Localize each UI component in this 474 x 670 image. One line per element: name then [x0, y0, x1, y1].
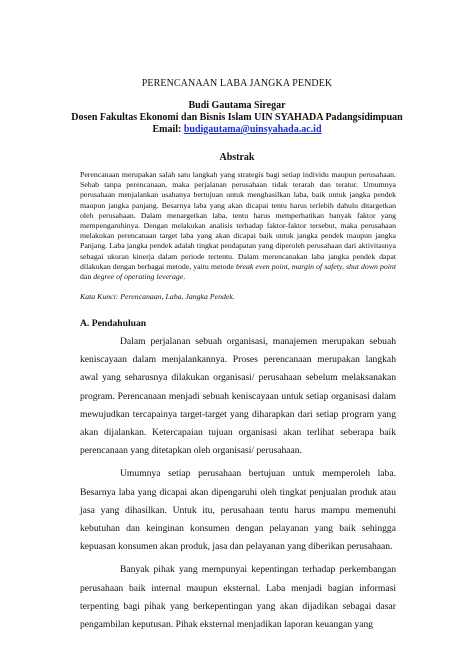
abstract-end: .: [183, 272, 186, 282]
section-heading: A. Pendahuluan: [80, 318, 147, 329]
author-email-line: [0, 124, 474, 136]
keywords: Kata Kunci: Perencanaan, Laba, Jangka Pendek.: [80, 292, 235, 301]
body-paragraph: Dalam perjalanan sebuah organisasi, manajemen merupakan sebuah keniscayaan dalam menjalankannya. Proses perencanaan merupakan langkah awal yang seharusnya dilakukan organisasi/ perusahaan sebelum melaksanakan program. Perencanaan menjadi sebuah keniscayaan untuk setiap organisasi dalam mewujudkan tercapainya target-target yang diharapkan dari setiap program yang akan dijalankan. Ketercapaian tujuan organisasi akan terlihat seberapa baik perencanaan yang ditetapkan oleh organisasi/ perusahaan.: [80, 336, 396, 457]
body-text: [80, 333, 396, 634]
author-block: [0, 100, 474, 136]
abstract-and: dan: [80, 272, 94, 282]
email-link[interactable]: budigautama@uinsyahada.ac.id: [183, 124, 322, 135]
author-name: Budi Gautama Siregar: [188, 100, 286, 111]
body-paragraph: Umumnya setiap perusahaan bertujuan untuk memperoleh laba. Besarnya laba yang dicapai akan dipengaruhi oleh tingkat penjualan produk atau jasa yang dihasilkan. Untuk itu, perusahaan tentu harus mampu memenuhi kebutuhan dan keinginan konsumen dengan pelayanan yang baik sehingga kepuasan konsumen akan produk, jasa dan pelayanan yang diberikan perusahaan.: [80, 468, 396, 553]
abstract-body: Perencanaan merupakan salah satu langkah yang strategis bagi setiap individu maupun perusahaan. Sebab tanpa perencanaan, maka perjalanan perusahaan tidak terarah dan teratur. Umumnya perusahaan menjalankan usahanya bertujuan untuk menghasilkan laba, baik untuk jangka pendek maupun jangka panjang. Besarnya laba yang akan dicapai tentu harus terlebih dahulu ditargetkan oleh perusahaan. Dalam menargetkan laba, tentu harus memperhatikan banyak faktor yang mempengaruhinya. Dengan melakukan analisis terhadap faktor-faktor tersebut, maka perusahaan melakukan perencanaan target laba yang akan dicapai baik untuk jangka pendek maupun jangka Panjang. Laba jangka pendek adalah tingkat pendapatan yang diperoleh perusahaan dari aktivitasnya sebagai ukuran kinerja dalam periode tertentu. Dalam merencanakan laba jangka pendek dapat dilakukan dengan berbagai metode, yaitu metode: [80, 170, 396, 271]
author-affiliation: Dosen Fakultas Ekonomi dan Bisnis Islam UIN SYAHADA Padangsidimpuan: [71, 112, 403, 123]
abstract-heading: Abstrak: [219, 152, 255, 163]
abstract-text: [80, 170, 396, 282]
email-label: Email:: [152, 124, 184, 135]
paper-title: PERENCANAAN LABA JANGKA PENDEK: [141, 78, 333, 89]
abstract-methods-1: break even point, margin of safety, shut down point: [235, 261, 396, 271]
body-paragraph: Banyak pihak yang mempunyai kepentingan terhadap perkembangan perusahaan baik internal maupun eksternal. Laba menjadi bagian informasi terpenting bagi pihak yang berkepentingan yang akan dijadikan sebagai dasar pengambilan keputusan. Pihak eksternal menjadikan laporan keuangan yang: [80, 564, 396, 631]
abstract-methods-2: degree of operating leverage: [93, 272, 184, 282]
